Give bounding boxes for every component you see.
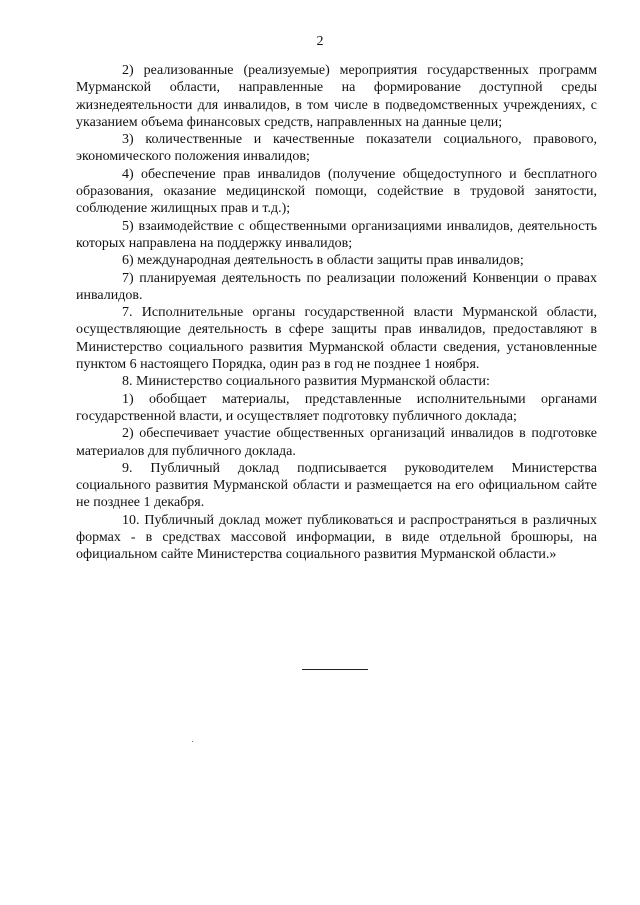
- paragraph-clause-9: 9. Публичный доклад подписывается руководителем Министерства социального развития Мурманской области и размещается на его официальном сайте не позднее 1 декабря.: [76, 460, 597, 511]
- paragraph-clause-7: 7. Исполнительные органы государственной власти Мурманской области, осуществляющие деятельность в сфере защиты прав инвалидов, предоставляют в Министерство социального развития Мурманской области сведения, установленные пунктом 6 настоящего Порядка, один раз в год не позднее 1 ноября.: [76, 305, 597, 373]
- paragraph-item-5: 5) взаимодействие с общественными организациями инвалидов, деятельность которых направлена на поддержку инвалидов;: [76, 218, 597, 251]
- page-number: 2: [316, 34, 324, 49]
- document-body: [76, 62, 597, 564]
- paragraph-clause-10: 10. Публичный доклад может публиковаться и распространяться в различных формах - в средствах массовой информации, в виде отдельной брошюры, на официальном сайте Министерства социального развития Мурманской области.»: [76, 512, 597, 563]
- paragraph-item-3: 3) количественные и качественные показатели социального, правового, экономического положения инвалидов;: [76, 132, 597, 165]
- scan-speck: [192, 741, 193, 742]
- end-separator-line: [302, 669, 368, 670]
- paragraph-item-6: 6) международная деятельность в области защиты прав инвалидов;: [122, 253, 524, 269]
- paragraph-item-4: 4) обеспечение прав инвалидов (получение общедоступного и бесплатного образования, оказание медицинской помощи, содействие в трудовой занятости, соблюдение жилищных прав и т.д.);: [76, 166, 597, 217]
- paragraph-item-7: 7) планируемая деятельность по реализации положений Конвенции о правах инвалидов.: [76, 270, 597, 303]
- paragraph-clause-8-item-2: 2) обеспечивает участие общественных организаций инвалидов в подготовке материалов для публичного доклада.: [76, 426, 597, 459]
- paragraph-item-2: 2) реализованные (реализуемые) мероприятия государственных программ Мурманской области, направленные на формирование доступной среды жизнедеятельности для инвалидов, в том числе в подведомственных учреждениях, с указанием объема финансовых средств, направленных на данные цели;: [76, 63, 597, 130]
- paragraph-clause-8: 8. Министерство социального развития Мурманской области:: [122, 374, 490, 390]
- paragraph-clause-8-item-1: 1) обобщает материалы, представленные исполнительными органами государственной власти, и осуществляет подготовку публичного доклада;: [76, 391, 597, 424]
